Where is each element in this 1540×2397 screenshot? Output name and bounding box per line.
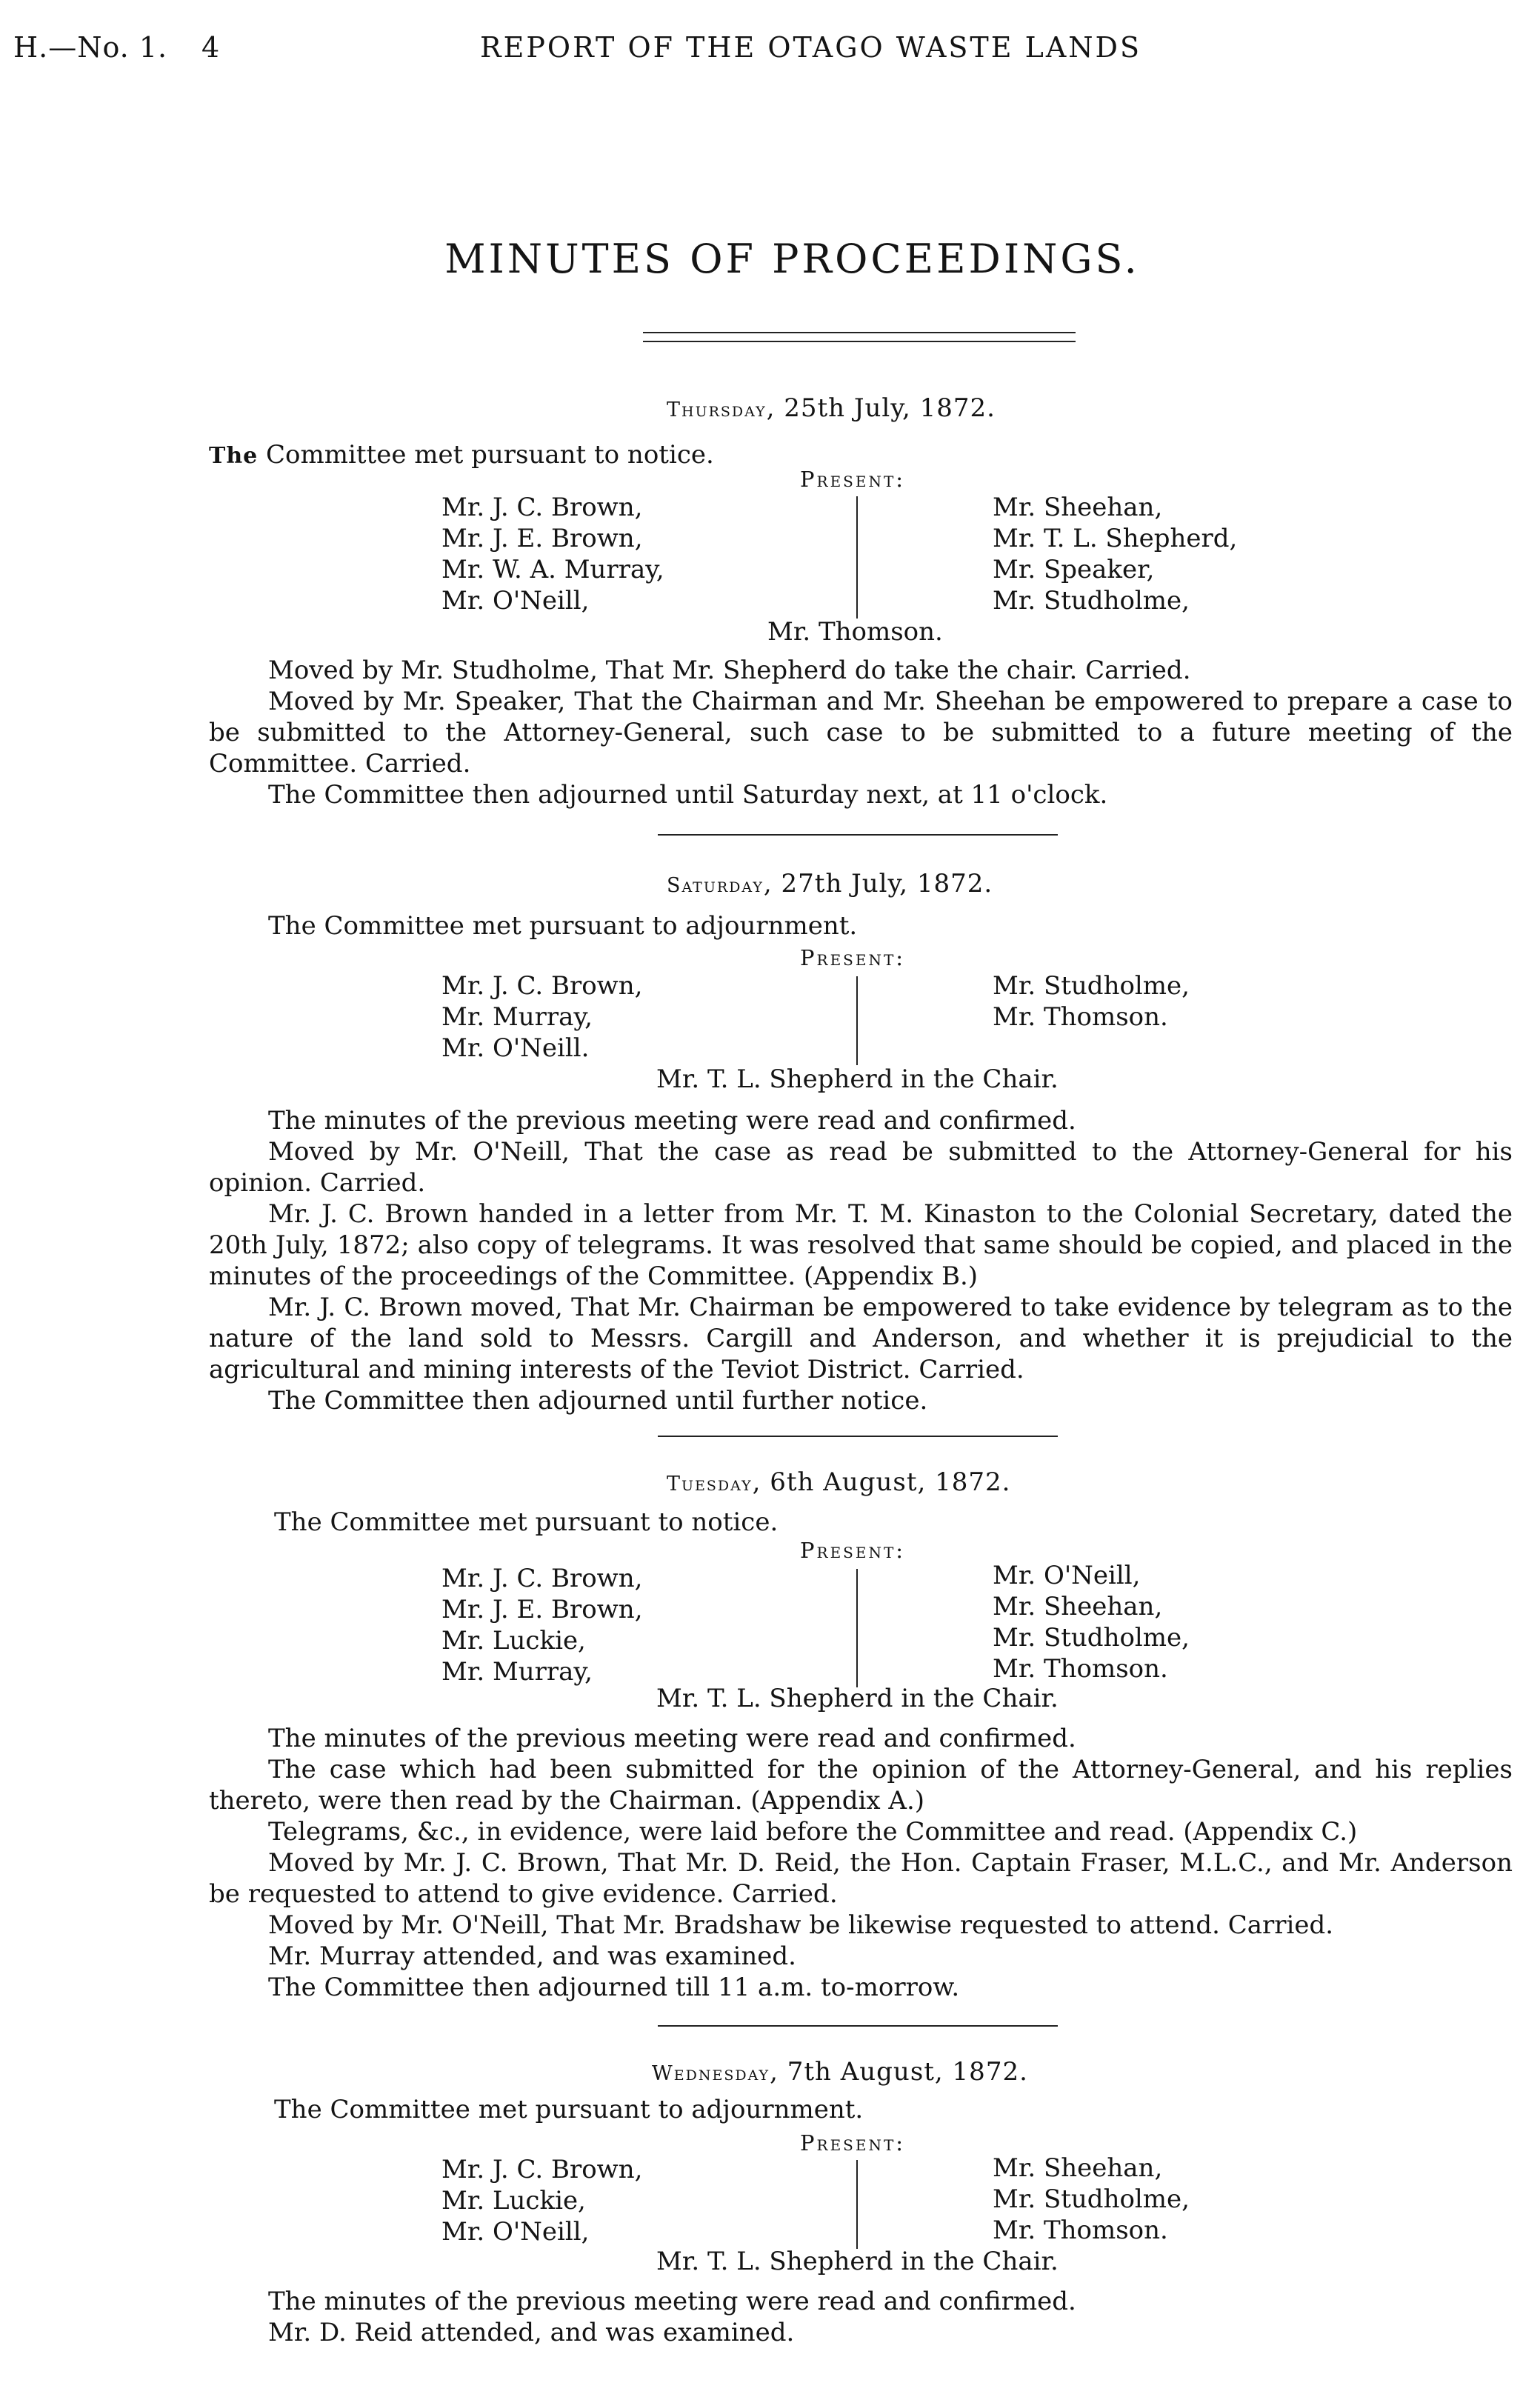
page-number: 4 xyxy=(201,31,221,64)
member-name: Mr. O'Neill. xyxy=(441,1033,590,1063)
present-label: Present: xyxy=(800,945,906,970)
opening-rest: Committee met pursuant to notice. xyxy=(258,440,714,470)
member-name: Mr. J. E. Brown, xyxy=(441,1595,643,1624)
title-double-rule xyxy=(643,332,1076,342)
member-name: Mr. Thomson. xyxy=(993,1002,1168,1032)
meeting-date xyxy=(652,2056,1028,2090)
member-name: Mr. J. C. Brown, xyxy=(441,971,643,1001)
member-name: Mr. Murray, xyxy=(441,1002,593,1032)
meeting-paragraphs xyxy=(209,2286,1513,2348)
opening-rest: Committee met pursuant to adjournment. xyxy=(316,911,858,941)
minute-paragraph: The case which had been submitted for the opinion of the Attorney-General, and his replies thereto, were then read by the Chairman. (Appendix A.) xyxy=(209,1755,1513,1816)
member-name: Mr. Sheehan, xyxy=(993,493,1163,522)
member-name: Mr. Studholme, xyxy=(993,586,1190,616)
minute-paragraph: Mr. D. Reid attended, and was examined. xyxy=(268,2318,795,2347)
member-name: Mr. Luckie, xyxy=(441,2186,586,2216)
member-name: Mr. J. C. Brown, xyxy=(441,493,643,522)
member-name: Mr. O'Neill, xyxy=(441,2217,590,2247)
column-divider xyxy=(856,496,858,619)
meeting-date-rest: , 6th August, 1872. xyxy=(752,1467,1011,1497)
members-right-column xyxy=(993,492,1237,616)
opening-rest: Committee met pursuant to adjournment. xyxy=(321,2095,864,2124)
meeting-date-rest: , 27th July, 1872. xyxy=(763,869,993,899)
members-right-column xyxy=(993,970,1190,1033)
member-name: Mr. Studholme, xyxy=(993,1623,1190,1653)
member-name: Mr. Speaker, xyxy=(993,555,1155,584)
member-name: Mr. Sheehan, xyxy=(993,2153,1163,2183)
minute-paragraph: The minutes of the previous meeting were read and confirmed. xyxy=(268,1724,1076,1753)
column-divider xyxy=(856,976,858,1065)
chair-line: Mr. T. L. Shepherd in the Chair. xyxy=(656,1684,1059,1713)
chair-line: Mr. Thomson. xyxy=(767,617,943,647)
member-name: Mr. O'Neill, xyxy=(993,1561,1141,1590)
member-name: Mr. J. C. Brown, xyxy=(441,1564,643,1593)
meeting-opening xyxy=(268,910,857,941)
minute-paragraph: Mr. J. C. Brown moved, That Mr. Chairman be empowered to take evidence by telegram as to the nature of the land sold to Messrs. Cargill and Anderson, and whether it is prejudicial to the agricultural and mining interests of the Teviot District. Carried. xyxy=(209,1293,1513,1384)
meeting-paragraphs xyxy=(209,1723,1513,2003)
opening-rest: Committee met pursuant to notice. xyxy=(321,1507,779,1537)
opening-first-word: The xyxy=(268,911,316,941)
member-name: Mr. Studholme, xyxy=(993,2184,1190,2214)
member-name: Mr. W. A. Murray, xyxy=(441,555,664,584)
member-name: Mr. J. C. Brown, xyxy=(441,2155,643,2184)
members-right-column xyxy=(993,2153,1190,2246)
section-divider xyxy=(658,1436,1058,1437)
present-label: Present: xyxy=(800,2130,906,2156)
members-left-column xyxy=(441,970,643,1064)
column-divider xyxy=(856,1569,858,1687)
meeting-date-rest: , 25th July, 1872. xyxy=(766,393,996,423)
meeting-day: Saturday xyxy=(667,874,764,897)
members-right-column xyxy=(993,1560,1190,1684)
minute-paragraph: Moved by Mr. Studholme, That Mr. Shepherd do take the chair. Carried. xyxy=(268,656,1191,685)
opening-first-word: The xyxy=(209,443,259,469)
meeting-date-rest: , 7th August, 1872. xyxy=(770,2057,1028,2087)
document-reference: H.—No. 1. xyxy=(13,31,168,64)
meeting-date xyxy=(667,1467,1010,1500)
page-header xyxy=(0,31,1540,76)
running-title: REPORT OF THE OTAGO WASTE LANDS xyxy=(480,31,1142,64)
section-divider xyxy=(658,2025,1058,2027)
member-name: Mr. T. L. Shepherd, xyxy=(993,524,1238,553)
minute-paragraph: The Committee then adjourned until Saturday next, at 11 o'clock. xyxy=(268,780,1108,810)
member-name: Mr. J. E. Brown, xyxy=(441,524,643,553)
minute-paragraph: Mr. J. C. Brown handed in a letter from Mr. T. M. Kinaston to the Colonial Secretary, dated the 20th July, 1872; also copy of telegrams. It was resolved that same should be copied, and placed in the minutes of the proceedings of the Committee. (Appendix B.) xyxy=(209,1199,1513,1291)
minute-paragraph: The minutes of the previous meeting were read and confirmed. xyxy=(268,2287,1076,2316)
meeting-date xyxy=(667,868,993,901)
present-label: Present: xyxy=(800,467,906,492)
meeting-day: Wednesday xyxy=(652,2062,770,2085)
opening-first-word: The xyxy=(274,1507,322,1537)
page-title: MINUTES OF PROCEEDINGS. xyxy=(444,236,1140,282)
member-name: Mr. Sheehan, xyxy=(993,1592,1163,1621)
minute-paragraph: The Committee then adjourned until further notice. xyxy=(268,1386,928,1416)
meeting-date xyxy=(667,393,996,426)
minute-paragraph: Moved by Mr. O'Neill, That Mr. Bradshaw be likewise requested to attend. Carried. xyxy=(268,1910,1334,1940)
meeting-day: Tuesday xyxy=(667,1473,753,1496)
minute-paragraph: The Committee then adjourned till 11 a.m. to-morrow. xyxy=(268,1973,960,2002)
meeting-opening xyxy=(209,439,714,472)
present-label: Present: xyxy=(800,1538,906,1563)
member-name: Mr. Luckie, xyxy=(441,1626,586,1656)
column-divider xyxy=(856,2160,858,2249)
chair-line: Mr. T. L. Shepherd in the Chair. xyxy=(656,1064,1059,1094)
member-name: Mr. O'Neill, xyxy=(441,586,590,616)
minute-paragraph: Telegrams, &c., in evidence, were laid before the Committee and read. (Appendix C.) xyxy=(268,1817,1358,1847)
meeting-day: Thursday xyxy=(667,399,767,421)
member-name: Mr. Thomson. xyxy=(993,1654,1168,1684)
member-name: Mr. Murray, xyxy=(441,1657,593,1687)
minute-paragraph: Moved by Mr. J. C. Brown, That Mr. D. Reid, the Hon. Captain Fraser, M.L.C., and Mr. Anderson be requested to attend to give evidence. Carried. xyxy=(209,1848,1513,1909)
member-name: Mr. Thomson. xyxy=(993,2216,1168,2245)
minute-paragraph: The minutes of the previous meeting were read and confirmed. xyxy=(268,1106,1076,1136)
meeting-paragraphs xyxy=(209,655,1513,810)
members-left-column xyxy=(441,1563,643,1687)
section-divider xyxy=(658,834,1058,836)
chair-line: Mr. T. L. Shepherd in the Chair. xyxy=(656,2247,1059,2276)
members-left-column xyxy=(441,2154,643,2247)
minute-paragraph: Moved by Mr. O'Neill, That the case as read be submitted to the Attorney-General for his opinion. Carried. xyxy=(209,1137,1513,1198)
members-left-column xyxy=(441,492,664,616)
meeting-opening xyxy=(274,1507,778,1538)
opening-first-word: The xyxy=(274,2095,322,2124)
meeting-paragraphs xyxy=(209,1105,1513,1416)
minute-paragraph: Moved by Mr. Speaker, That the Chairman and Mr. Sheehan be empowered to prepare a case to be submitted to the Attorney-General, such case to be submitted to a future meeting of the Committee. Carried. xyxy=(209,687,1513,779)
member-name: Mr. Studholme, xyxy=(993,971,1190,1001)
meeting-opening xyxy=(274,2094,863,2125)
minute-paragraph: Mr. Murray attended, and was examined. xyxy=(268,1941,796,1971)
